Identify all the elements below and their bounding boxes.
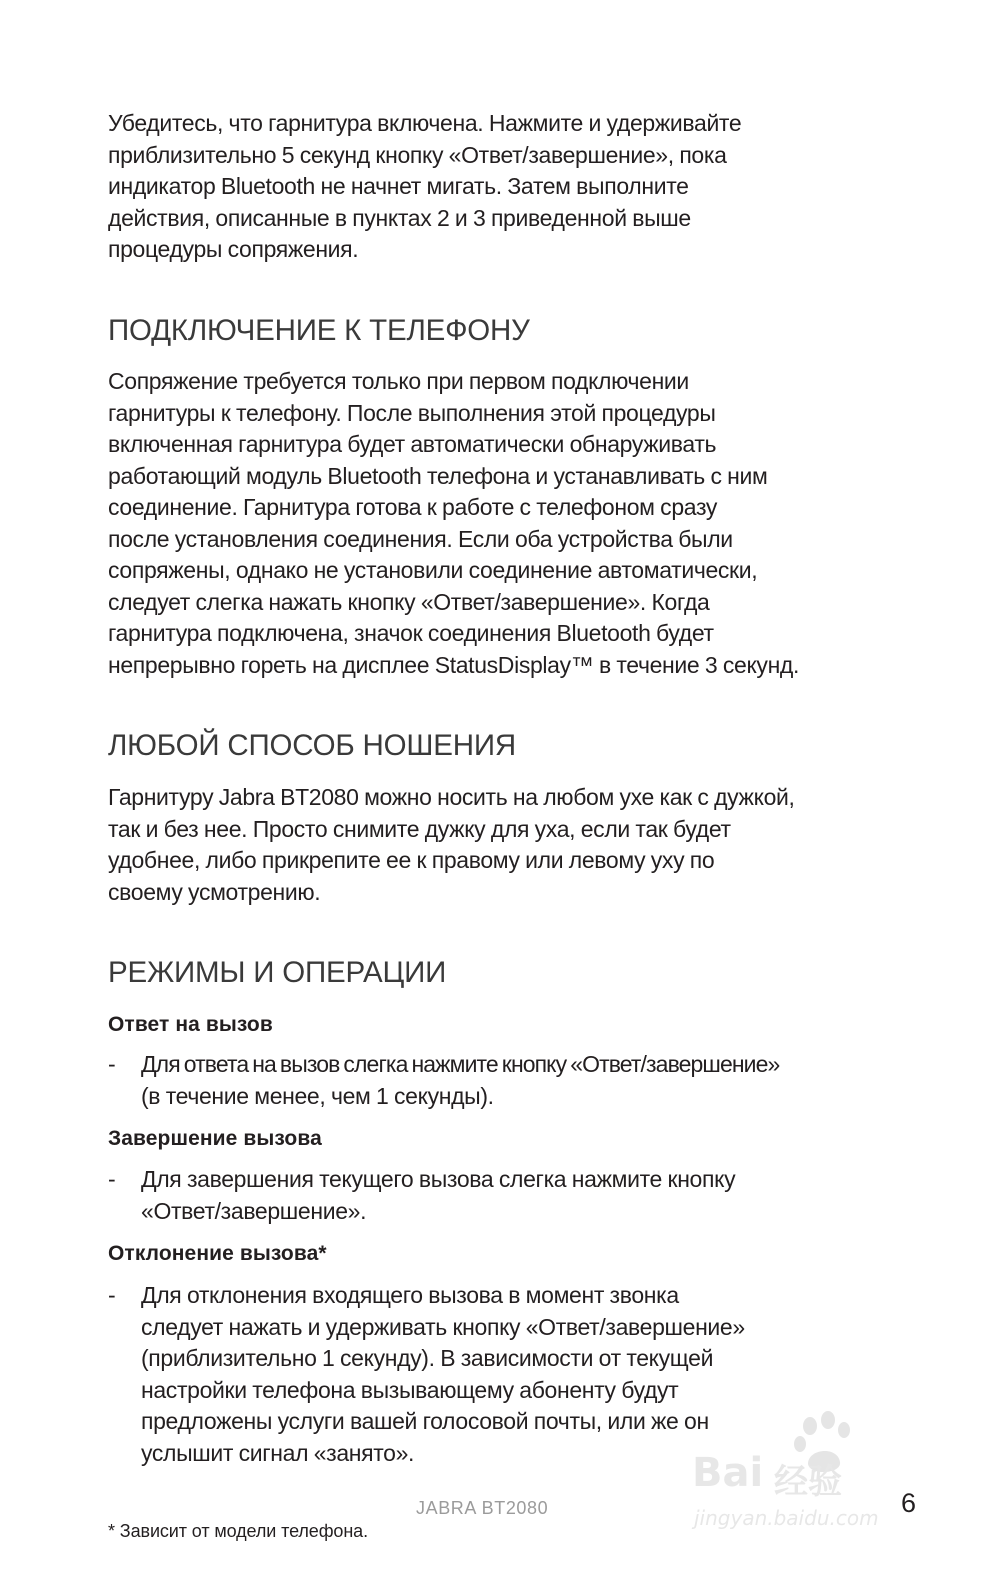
watermark-brand-cn: 经验 (774, 1462, 842, 1502)
text-line: Убедитесь, что гарнитура включена. Нажмите и удерживайте (108, 110, 742, 136)
text-line: (в течение менее, чем 1 секунды). (141, 1082, 494, 1109)
text-line: следует нажать и удерживать кнопку «Ответ/завершение» (141, 1313, 745, 1340)
bullet-dash: - (108, 1166, 116, 1192)
footnote: * Зависит от модели телефона. (108, 1521, 368, 1541)
text-line: индикатор Bluetooth не начнет мигать. Затем выполните (108, 173, 689, 199)
text-line: удобнее, либо прикрепите ее к правому или левому уху по (108, 847, 715, 873)
subheading-reject-call: Отклонение вызова* (108, 1242, 327, 1265)
text-line: (приблизительно 1 секунду). В зависимости от текущей (141, 1345, 714, 1371)
section-heading-modes: РЕЖИМЫ И ОПЕРАЦИИ (108, 956, 447, 989)
page-number: 6 (901, 1488, 917, 1518)
bullet-text (141, 1280, 745, 1469)
text-line: включенная гарнитура будет автоматически обнаруживать (108, 431, 717, 457)
section-heading-wear: ЛЮБОЙ СПОСОБ НОШЕНИЯ (108, 729, 516, 762)
watermark-brand: Bai (692, 1450, 764, 1496)
subheading-end-call: Завершение вызова (108, 1127, 322, 1150)
text-line: Гарнитуру Jabra BT2080 можно носить на любом ухе как с дужкой, (108, 784, 795, 810)
watermark-url: jingyan.baidu.com (694, 1506, 879, 1530)
text-line: следует слегка нажать кнопку «Ответ/завершение». Когда (108, 588, 710, 615)
text-line: Для завершения текущего вызова слегка нажмите кнопку (141, 1166, 736, 1192)
footer-product-name: JABRA BT2080 (416, 1498, 549, 1518)
text-line: работающий модуль Bluetooth телефона и устанавливать с ним (108, 462, 768, 489)
text-line: гарнитуры к телефону. После выполнения этой процедуры (108, 399, 716, 426)
list-item (108, 1049, 898, 1113)
text-line: приблизительно 5 секунд кнопку «Ответ/завершение», пока (108, 141, 727, 168)
bullet-dash: - (108, 1282, 116, 1308)
text-line: так и без нее. Просто снимите дужку для уха, если так будет (108, 815, 731, 842)
subheading-answer-call: Ответ на вызов (108, 1013, 273, 1036)
bullet-text (141, 1164, 735, 1227)
connect-paragraph (108, 366, 898, 681)
text-line: своему усмотрению. (108, 878, 321, 905)
text-line: сопряжены, однако не установили соединение автоматически, (108, 557, 758, 583)
text-line: Для ответа на вызов слегка нажмите кнопку «Ответ/завершение» (141, 1051, 780, 1077)
text-line: Для отклонения входящего вызова в момент звонка (141, 1282, 679, 1308)
section-heading-connect: ПОДКЛЮЧЕНИЕ К ТЕЛЕФОНУ (108, 314, 530, 347)
text-line: процедуры сопряжения. (108, 236, 359, 262)
text-line: настройки телефона вызывающему абоненту будут (141, 1376, 679, 1403)
text-line: услышит сигнал «занято». (141, 1439, 415, 1466)
text-line: соединение. Гарнитура готова к работе с телефоном сразу (108, 494, 718, 520)
text-line: непрерывно гореть на дисплее StatusDisplay™ в течение 3 секунд. (108, 651, 800, 678)
bullet-text (141, 1049, 779, 1112)
text-line: гарнитура подключена, значок соединения Bluetooth будет (108, 620, 714, 646)
list-item (108, 1164, 898, 1228)
bullet-dash: - (108, 1051, 116, 1077)
text-line: предложены услуги вашей голосовой почты, или же он (141, 1408, 709, 1434)
text-line: после установления соединения. Если оба устройства были (108, 525, 733, 552)
baidu-watermark (690, 1408, 930, 1538)
text-line: «Ответ/завершение». (141, 1197, 367, 1224)
wear-paragraph (108, 782, 898, 908)
intro-paragraph (108, 108, 898, 266)
text-line: Сопряжение требуется только при первом подключении (108, 368, 689, 394)
text-line: действия, описанные в пунктах 2 и 3 приведенной выше (108, 204, 691, 231)
